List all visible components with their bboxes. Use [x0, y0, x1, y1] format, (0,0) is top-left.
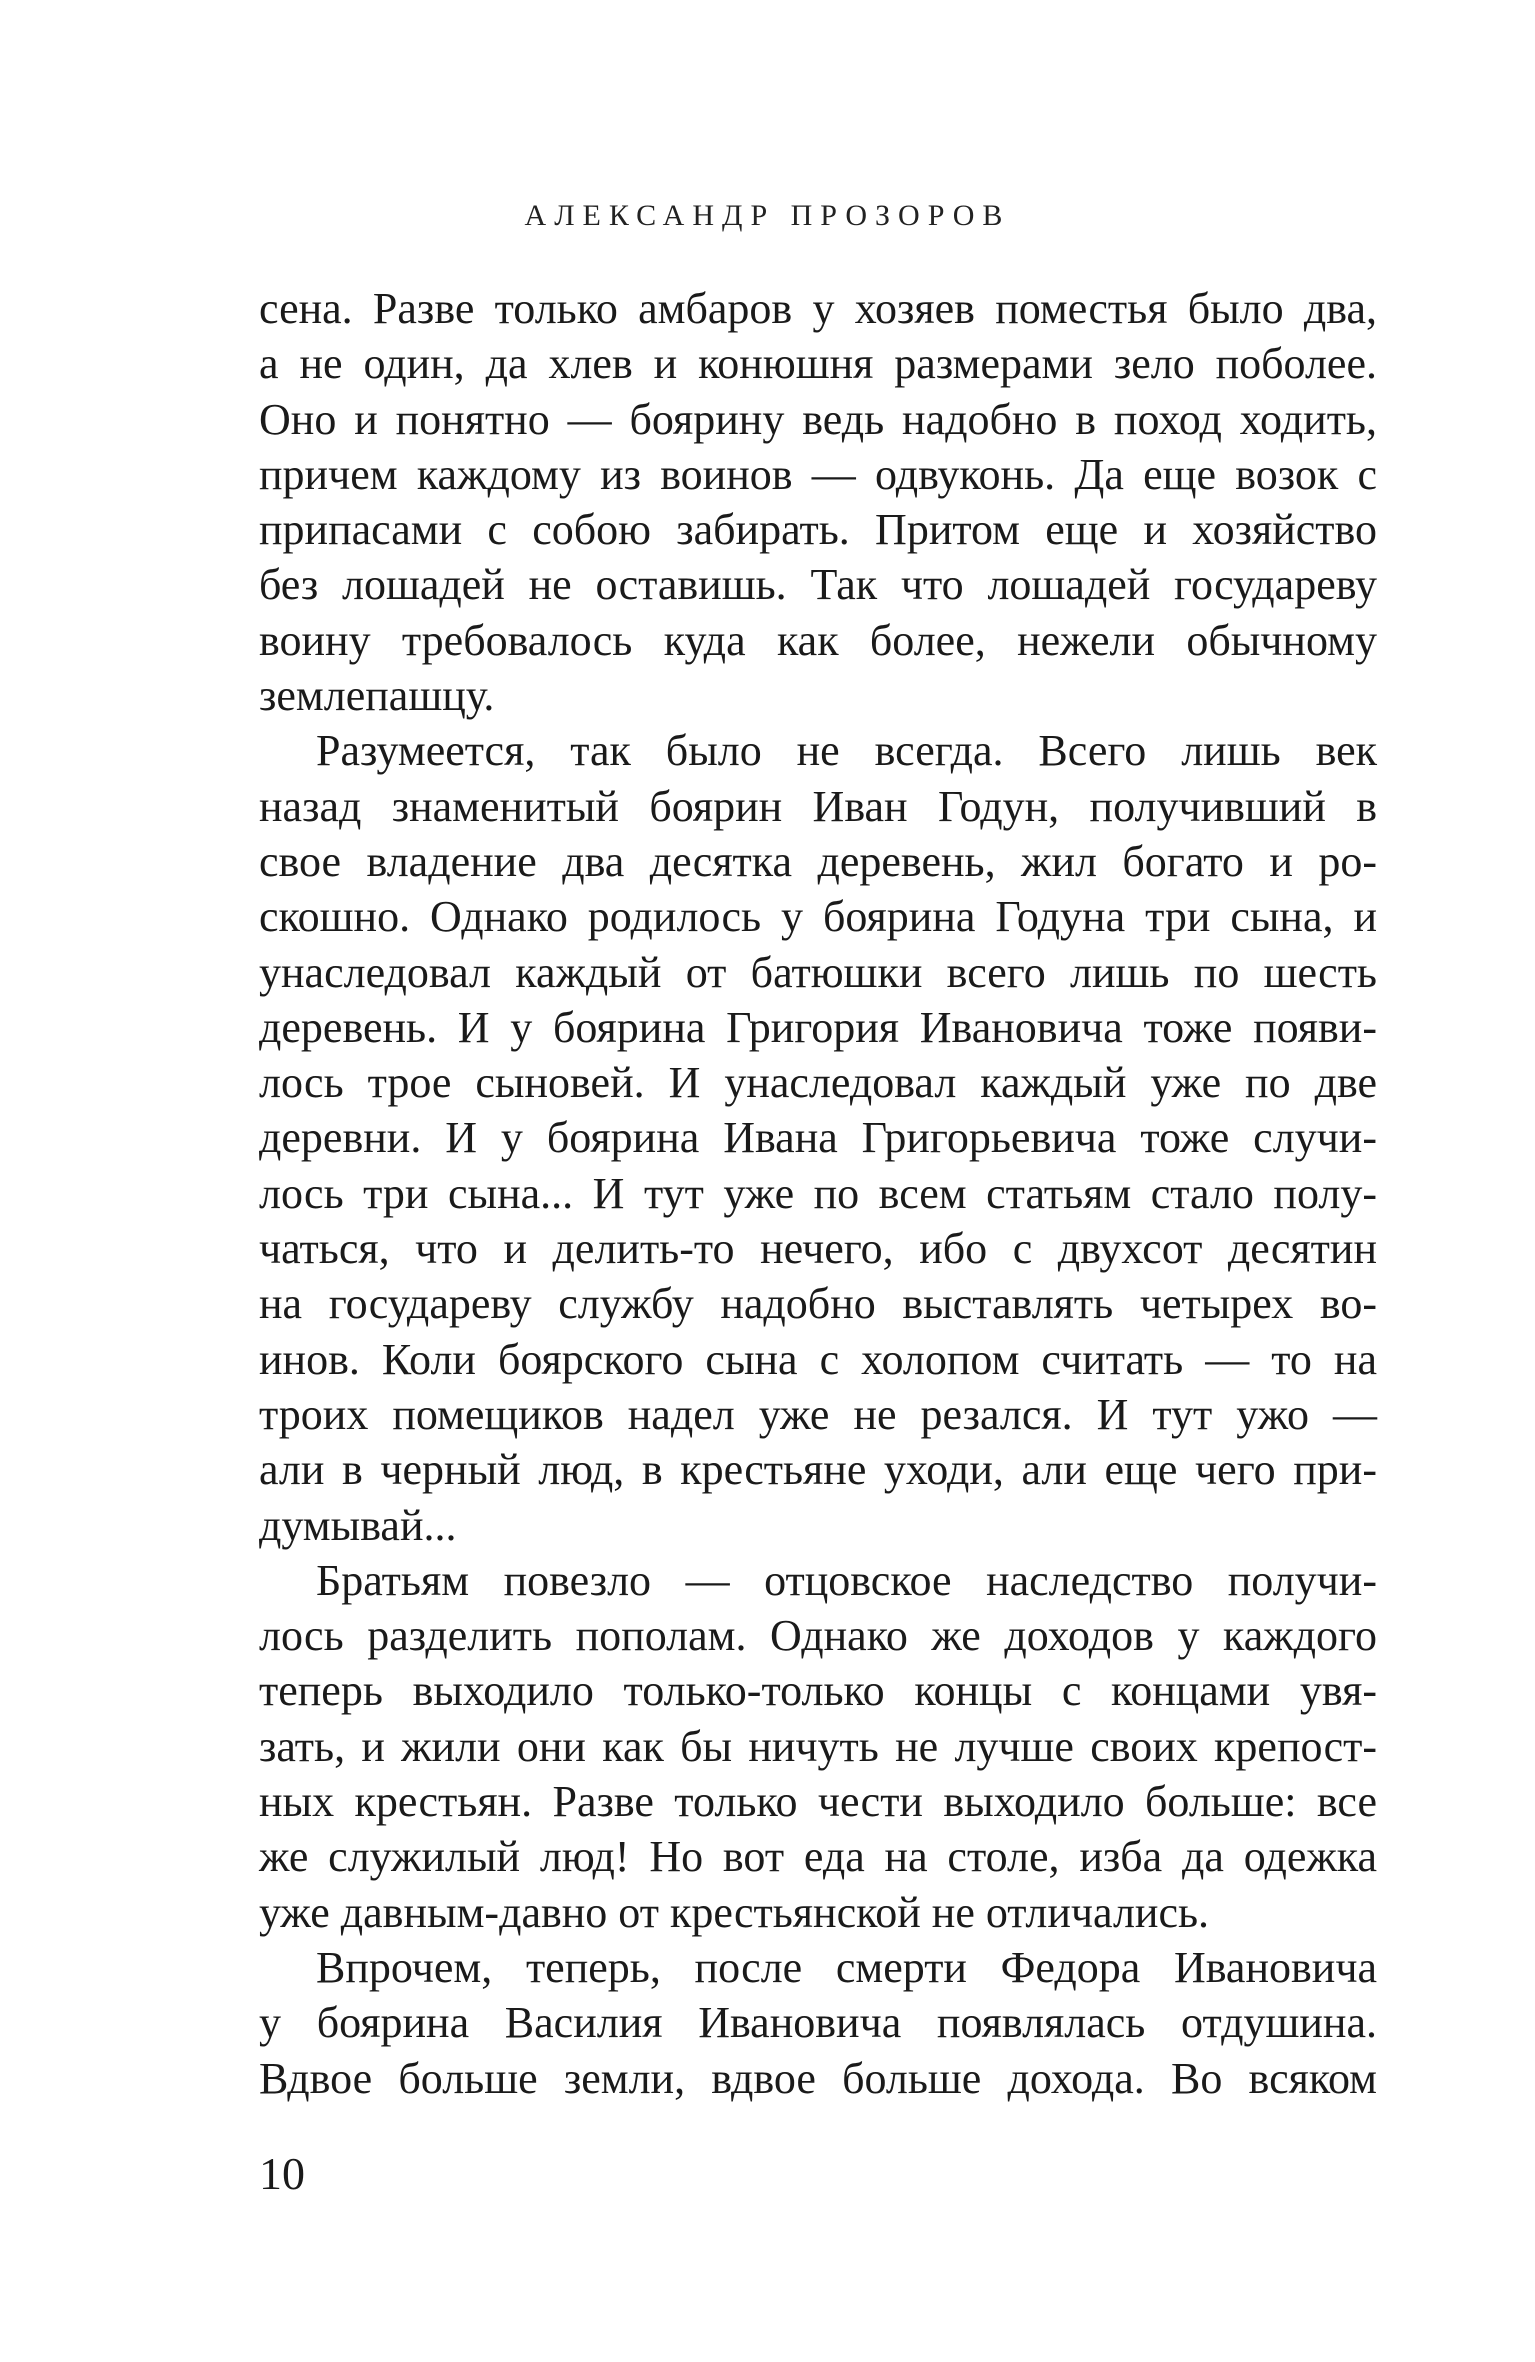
paragraph-3 [259, 1553, 1377, 1940]
text-line: на государеву службу надобно выставлять четырех во- [259, 1279, 1377, 1329]
text-line: Впрочем, теперь, после смерти Федора Ивановича [316, 1942, 1377, 1992]
text-line: же служилый люд! Но вот еда на столе, изба да одежка [259, 1832, 1377, 1882]
text-line: Братьям повезло — отцовское наследство получи- [316, 1555, 1377, 1605]
text-line: Оно и понятно — боярину ведь надобно в поход ходить, [259, 394, 1377, 444]
text-line: Вдвое больше земли, вдвое больше дохода. Во всяком [259, 2053, 1377, 2103]
text-line: унаследовал каждый от батюшки всего лишь по шесть [259, 947, 1377, 997]
text-line: сена. Разве только амбаров у хозяев поместья было два, [259, 284, 1377, 333]
text-line: лось разделить пополам. Однако же доходов у каждого [259, 1611, 1377, 1661]
text-line: али в черный люд, в крестьяне уходи, али еще чего при- [259, 1445, 1377, 1495]
text-line: думывай... [259, 1500, 457, 1550]
paragraph-1 [259, 281, 1377, 723]
text-line: Разумеется, так было не всегда. Всего лишь век [316, 726, 1377, 776]
paragraph-4 [259, 1940, 1377, 2106]
running-head: АЛЕКСАНДР ПРОЗОРОВ [524, 199, 1011, 232]
text-line: назад знаменитый боярин Иван Годун, получивший в [259, 781, 1377, 831]
text-line: а не один, да хлев и конюшня размерами зело поболее. [259, 339, 1377, 389]
text-line: чаться, что и делить-то нечего, ибо с двухсот десятин [259, 1224, 1377, 1274]
text-line: без лошадей не оставишь. Так что лошадей государеву [259, 560, 1377, 610]
text-line: зать, и жили они как бы ничуть не лучше своих крепост- [259, 1721, 1377, 1771]
text-line: инов. Коли боярского сына с холопом считать — то на [259, 1334, 1377, 1384]
paragraph-2 [259, 723, 1377, 1552]
text-line: теперь выходило только-только концы с концами увя- [259, 1666, 1377, 1716]
text-line: уже давным-давно от крестьянской не отличались. [259, 1887, 1210, 1937]
text-line: свое владение два десятка деревень, жил богато и ро- [259, 836, 1377, 886]
text-line: скошно. Однако родилось у боярина Годуна три сына, и [259, 892, 1377, 942]
body-text [259, 281, 1377, 2106]
text-line: лось трое сыновей. И унаследовал каждый уже по две [259, 1058, 1377, 1108]
text-line: ных крестьян. Разве только чести выходило больше: все [259, 1777, 1377, 1827]
text-line: причем каждому из воинов — одвуконь. Да еще возок с [259, 449, 1377, 499]
page-number: 10 [259, 2148, 305, 2199]
text-line: у боярина Василия Ивановича появлялась отдушина. [259, 1998, 1377, 2048]
text-line: деревни. И у боярина Ивана Григорьевича тоже случи- [259, 1113, 1377, 1163]
text-line: лось три сына... И тут уже по всем статьям стало полу- [259, 1168, 1377, 1218]
text-line: троих помещиков надел уже не резался. И тут ужо — [259, 1389, 1377, 1439]
text-line: деревень. И у боярина Григория Ивановича тоже появи- [259, 1002, 1377, 1052]
text-line: припасами с собою забирать. Притом еще и хозяйство [259, 505, 1377, 555]
text-line: воину требовалось куда как более, нежели обычному [259, 615, 1377, 665]
text-line: землепашцу. [259, 671, 495, 721]
